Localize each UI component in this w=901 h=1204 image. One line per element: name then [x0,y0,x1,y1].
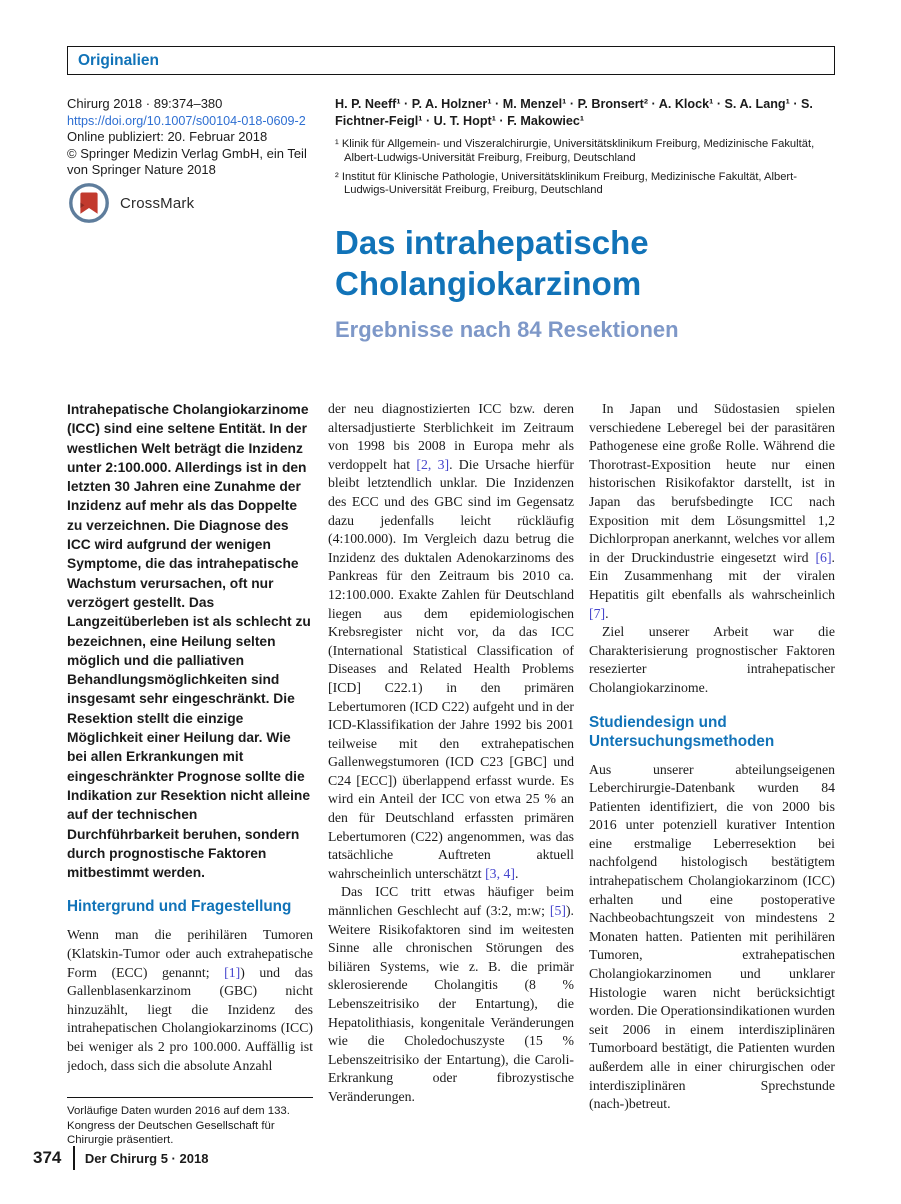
reference-citation[interactable]: [7] [589,605,606,621]
reference-citation[interactable]: [3, 4] [485,865,515,881]
body-column-2 [328,400,574,1148]
body-paragraph: Das ICC tritt etwas häufiger beim männlichen Geschlecht auf (3:2, m:w; [5]). Weitere Risikofaktoren sind im weitesten Sinne alle chronischen Störungen des biliären Systems, wie z. B. die primär sklerosierende Cholangitis (8 % Lebenszeitrisiko der Entartung), die Hepatolithiasis, kongenitale Veränderungen wie die Choledochuszyste (15 % Lebenszeitrisiko der Entartung), die Caroli-Erkrankung oder fibrozystische Veränderungen. [328,884,574,1104]
article-subtitle: Ergebnisse nach 84 Resektionen [335,317,679,342]
reference-citation[interactable]: [6] [815,549,832,565]
citation-published-line: Online publiziert: 20. Februar 2018 [67,129,268,145]
crossmark-icon [68,182,110,224]
citation-copyright-line: © Springer Medizin Verlag GmbH, ein Teil von Springer Nature 2018 [67,145,307,178]
citation-journal-line: Chirurg 2018 · 89:374–380 [67,96,223,111]
section-banner [67,46,835,75]
crossmark-label: CrossMark [120,194,195,212]
body-column-3 [589,400,835,1148]
footer-journal-label: Der Chirurg 5 · 2018 [84,1150,209,1166]
body-paragraph: Ziel unserer Arbeit war die Charakterisierung prognostischer Faktoren resezierter intrahepatischer Cholangiokarzinome. [589,624,835,695]
doi-link[interactable]: https://doi.org/10.1007/s00104-018-0609-2 [67,113,306,128]
section-heading-background: Hintergrund und Fragestellung [67,898,292,916]
affiliation-2: ² Institut für Klinische Pathologie, Universitätsklinikum Freiburg, Medizinische Fakultät, Albert-Ludwigs-Universität Freiburg, Freiburg, Deutschland [335,170,797,197]
affiliation-1: ¹ Klinik für Allgemein- und Viszeralchirurgie, Universitätsklinikum Freiburg, Medizinische Fakultät, Albert-Ludwigs-Universität Freiburg, Freiburg, Deutschland [335,138,815,164]
crossmark-badge[interactable] [68,182,194,224]
footer-divider [73,1146,75,1170]
authors-block [335,96,835,203]
reference-citation[interactable]: [1] [224,964,241,980]
body-paragraph: Aus unserer abteilungseigenen Leberchirurgie-Datenbank wurden 84 Patienten identifiziert, die von 2000 bis 2016 unter potenziell kurativer Intention eine erstmalige Leberresektion bei nachfolgend histologisch bestätigtem intrahepatischem Cholangiokarzinom (ICC) erhalten und eine postoperative Nachbeobachtungszeit von mindestens 2 Monaten hatten. Patienten mit perihilären Tumoren, extrahepatischen Cholangiokarzinomen und unklarer Histologie waren nicht berücksichtigt worden. Die Operationsindikationen wurden seit 2006 in einem interdisziplinären Tumorboard bestätigt, die Patienten wurden außerdem alle in einer chirurgischen oder interdisziplinären Sprechstunde (nach-)betreut. [589,761,835,1112]
footnote-text: Vorläufige Daten wurden 2016 auf dem 133. Kongress der Deutschen Gesellschaft für Chirurgie präsentiert. [67,1105,290,1147]
body-paragraph: Wenn man die perihilären Tumoren (Klatskin-Tumor oder auch extrahepatische Form (ECC) genannt; [1]) und das Gallenblasenkarzinom (GBC) nicht hinzuzählt, liegt die Inzidenz des intrahepatischen Cholangiokarzinoms (ICC) bei weniger als 2 pro 100.000. Auffällig ist jedoch, dass sich die absolute Anzahl [67,927,313,1073]
affiliations [335,138,835,198]
article-title: Das intrahepatische Cholangiokarzinom [335,224,649,302]
body-paragraph: der neu diagnostizierten ICC bzw. deren altersadjustierte Sterblichkeit im Zeitraum von 1998 bis 2008 in Europa mehr als verdoppelt hat [2, 3]. Die Ursache hierfür bleibt letztendlich unklar. Die Inzidenzen des ECC und des GBC sind im Gegensatz dazu jedenfalls leicht rückläufig (4:100.000). Im Vergleich dazu betrug die Inzidenz des duktalen Adenokarzinoms des Pankreas für den Zeitraum bis 2010 ca. 12:100.000. Exakte Zahlen für Deutschland liegen aus dem epidemiologischen Krebsregister nicht vor, da das ICC (International Statistical Classification of Diseases and Related Health Problems [ICD] C22.1) in den primären Lebertumoren (ICD C22) aufgeht und in der ICD-Klassifikation der Jahre 1992 bis 2001 teilweise mit den extrahepatischen Gallenwegstumoren (ICD C23 [GBC] und C24 [ECC]) überlappend erfasst wurde. Es wird ein Anteil der ICC von etwa 25 % an den für Deutschland erfassten primären Lebertumoren (C22) angenommen, was das tatsächliche Auftreten aktuell wahrscheinlich unterschätzt [3, 4]. [328,401,574,881]
reference-citation[interactable]: [2, 3] [416,456,450,472]
article-body [67,400,835,1148]
section-label: Originalien [78,51,159,69]
authors-line: H. P. Neeff¹ · P. A. Holzner¹ · M. Menzel¹ · P. Bronsert² · A. Klock¹ · S. A. Lang¹ · S. Fichtner-Feigl¹ · U. T. Hopt¹ · F. Makowiec¹ [335,97,813,128]
page-footer [33,1146,208,1170]
abstract-paragraph: Intrahepatische Cholangiokarzinome (ICC) sind eine seltene Entität. In der westlichen Welt beträgt die Inzidenz unter 2:100.000. Allerdings ist in den letzten 30 Jahren eine Zunahme der Inzidenz auf mehr als das Doppelte zu verzeichnen. Die Diagnose des ICC wird aufgrund der wenigen Symptome, die das intrahepatische Wachstum verursachen, oft nur verzögert gestellt. Das Langzeitüberleben ist als schlecht zu bezeichnen, eine Heilung selten möglich und die palliativen Behandlungsmöglichkeiten sind insgesamt sehr eingeschränkt. Die Resektion stellt die einzige Möglichkeit einer Heilung dar. Wie bei allen Erkrankungen mit eingeschränkter Prognose sollte die Indikation zur Resektion nicht alleine auf der technischen Durchführbarkeit beruhen, sondern durch prognostische Faktoren mitbestimmt werden. [67,402,311,881]
page-number: 374 [33,1148,62,1167]
reference-citation[interactable]: [5] [549,903,566,919]
body-paragraph: In Japan und Südostasien spielen verschiedene Leberegel bei der parasitären Pathogenese eine große Rolle. Während die Thorotrast-Exposition heute nur einen historischen Risikofaktor darstellt, ist in Japan das berufsbedingte ICC nach Exposition mit dem Lösungsmittel 1,2 Dichlorpropan anerkannt, welches vor allem in der Druckindustrie eingesetzt wird [6]. Ein Zusammenhang mit der viralen Hepatitis gilt ebenfalls als wahrscheinlich [7]. [589,401,835,621]
footnote [67,1097,313,1148]
body-column-1 [67,400,313,1148]
section-heading-methods: Studiendesign und Untersuchungsmethoden [589,713,775,750]
